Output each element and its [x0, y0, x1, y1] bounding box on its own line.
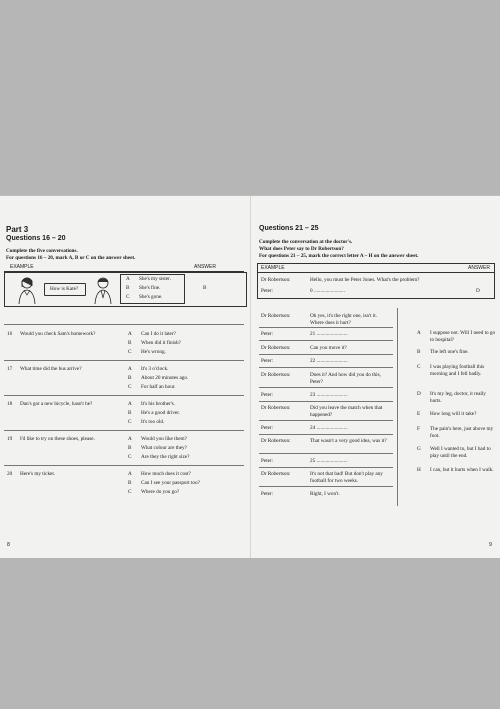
instruction-2: What does Peter say to Dr Robertson?: [259, 246, 344, 252]
option-text: What colour are they?: [141, 445, 187, 451]
divider: [4, 324, 244, 325]
answer-option: The left one's fine.: [430, 349, 469, 355]
scan-background-top: [0, 0, 500, 195]
option-text: It's his brother's.: [141, 401, 175, 407]
divider: [259, 401, 393, 402]
option-letter: B: [128, 445, 132, 451]
column-divider: [397, 308, 398, 506]
example-answer: D: [476, 288, 480, 294]
option-letter: C: [128, 489, 132, 495]
option-text: For half an hour.: [141, 384, 176, 390]
option-text: Can I do it later?: [141, 331, 176, 337]
divider: [259, 420, 393, 421]
option-letter: A: [128, 436, 132, 442]
speech: Right, I won't.: [310, 491, 340, 497]
woman-illustration: [16, 276, 38, 305]
example-option-text: She's fine.: [139, 285, 161, 291]
answer-blank: 25 ........................: [310, 458, 348, 464]
answer-option: I suppose not. Will I need to go to hospital?: [430, 330, 496, 343]
divider: [259, 453, 393, 454]
speaker: Dr Robertson:: [261, 471, 291, 477]
page-number: 9: [489, 542, 492, 548]
divider: [259, 387, 393, 388]
option-text: Would you like them?: [141, 436, 187, 442]
speaker: Dr Robertson:: [261, 313, 291, 319]
option-text: When did it finish?: [141, 340, 181, 346]
question-text: Here's my ticket.: [20, 471, 56, 477]
option-text: It's too old.: [141, 419, 165, 425]
option-text: It's 3 o'clock.: [141, 366, 169, 372]
question-text: I'd like to try on these shoes, please.: [20, 436, 95, 442]
speaker: Peter:: [261, 425, 274, 431]
divider: [259, 354, 393, 355]
speech: Does it? And how did you do this, Peter?: [310, 372, 381, 385]
instruction-3: For questions 21 – 25, mark the correct letter A – H on the answer sheet.: [259, 253, 419, 259]
question-number: 18: [7, 401, 13, 407]
instruction-1: Complete the conversation at the doctor's.: [259, 239, 353, 245]
example-option-letter: A: [126, 276, 130, 282]
example-option-letter: C: [126, 294, 130, 300]
question-text: Dan's got a new bicycle, hasn't he?: [20, 401, 93, 407]
example-prompt: How is Kate?: [50, 286, 79, 292]
answer-letter: F: [417, 426, 420, 432]
answer-label: ANSWER: [468, 265, 490, 271]
left-page: [0, 196, 250, 558]
divider: [4, 395, 244, 396]
speaker: Peter:: [261, 458, 274, 464]
answer-letter: A: [417, 330, 421, 336]
option-letter: C: [128, 349, 132, 355]
part-title: Part 3: [6, 225, 29, 234]
answer-option: How long will it take?: [430, 411, 477, 417]
answer-option: I can, but it hurts when I walk.: [430, 467, 494, 473]
answer-letter: B: [417, 349, 421, 355]
answer-letter: E: [417, 411, 421, 417]
option-letter: A: [128, 366, 132, 372]
speaker: Dr Robertson:: [261, 372, 291, 378]
question-number: 17: [7, 366, 13, 372]
divider: [259, 327, 393, 328]
speech: Did you leave the match when that happened?: [310, 405, 383, 418]
question-text: Would you check Sam's homework?: [20, 331, 96, 337]
option-letter: C: [128, 419, 132, 425]
example-answer: B: [203, 285, 207, 291]
answer-option: I was playing football this morning and I fell badly.: [430, 364, 485, 377]
speaker: Peter:: [261, 358, 274, 364]
instruction-2: For questions 16 – 20, mark A, B or C on the answer sheet.: [6, 255, 136, 261]
instruction-1: Complete the five conversations.: [6, 248, 78, 254]
scan-background-bottom: [0, 558, 500, 709]
option-letter: B: [128, 375, 132, 381]
speech: It's not that bad! But don't play any football for two weeks.: [310, 471, 383, 484]
speech: Oh yes, it's the right one, isn't it. Where does it hurt?: [310, 313, 377, 326]
divider: [259, 467, 393, 468]
speech: That wasn't a very good idea, was it?: [310, 438, 387, 444]
option-text: He's wrong.: [141, 349, 166, 355]
option-letter: C: [128, 454, 132, 460]
speaker: Dr Robertson:: [261, 438, 291, 444]
question-number: 20: [7, 471, 13, 477]
answer-blank: 23 ........................: [310, 392, 348, 398]
speaker: Dr Robertson:: [261, 405, 291, 411]
example-label: EXAMPLE: [261, 265, 285, 271]
divider: [4, 465, 244, 466]
option-letter: B: [128, 480, 132, 486]
answer-blank: 21 ........................: [310, 331, 348, 337]
questions-title: Questions 16 – 20: [6, 235, 66, 242]
answer-option: It's my leg, doctor, it really hurts.: [430, 391, 486, 404]
answer-option: The pain's here, just above my foot.: [430, 426, 494, 439]
speaker: Dr Robertson:: [261, 277, 291, 283]
speaker: Peter:: [261, 331, 274, 337]
question-number: 16: [7, 331, 13, 337]
speaker: Peter:: [261, 392, 274, 398]
speaker: Peter:: [261, 288, 274, 294]
speaker: Dr Robertson:: [261, 345, 291, 351]
option-text: Where do you go?: [141, 489, 180, 495]
speech: Can you move it?: [310, 345, 347, 351]
answer-letter: C: [417, 364, 421, 370]
example-option-text: She's my sister.: [139, 276, 171, 282]
speech: Hello, you must be Peter Jones. What's the problem?: [310, 277, 420, 283]
question-number: 19: [7, 436, 13, 442]
example-option-letter: B: [126, 285, 130, 291]
speaker: Peter:: [261, 491, 274, 497]
divider: [4, 360, 244, 361]
example-label: EXAMPLE: [10, 264, 34, 270]
option-letter: A: [128, 401, 132, 407]
answer-letter: H: [417, 467, 421, 473]
answer-option: Well I wanted to, but I had to play until the end.: [430, 446, 491, 459]
option-text: About 20 minutes ago.: [141, 375, 189, 381]
option-letter: A: [128, 471, 132, 477]
speech: 0 ........................: [310, 288, 346, 294]
example-option-text: She's gone.: [139, 294, 163, 300]
divider: [259, 367, 393, 368]
option-letter: A: [128, 331, 132, 337]
answer-letter: G: [417, 446, 421, 452]
answer-blank: 22 ........................: [310, 358, 348, 364]
answer-letter: D: [417, 391, 421, 397]
example-rule: [257, 272, 494, 273]
answer-label: ANSWER: [194, 264, 216, 270]
divider: [259, 340, 393, 341]
answer-blank: 24 ........................: [310, 425, 348, 431]
option-text: He's a good driver.: [141, 410, 180, 416]
option-letter: C: [128, 384, 132, 390]
book-spread: [0, 196, 500, 558]
divider: [259, 434, 393, 435]
divider: [259, 486, 393, 487]
right-page: [250, 196, 500, 558]
questions-title: Questions 21 – 25: [259, 225, 319, 232]
option-text: How much does it cost?: [141, 471, 191, 477]
man-illustration: [92, 276, 114, 305]
option-text: Are they the right size?: [141, 454, 190, 460]
option-letter: B: [128, 340, 132, 346]
option-letter: B: [128, 410, 132, 416]
question-text: What time did the bus arrive?: [20, 366, 82, 372]
divider: [4, 430, 244, 431]
option-text: Can I see your passport too?: [141, 480, 200, 486]
page-number: 8: [7, 542, 10, 548]
